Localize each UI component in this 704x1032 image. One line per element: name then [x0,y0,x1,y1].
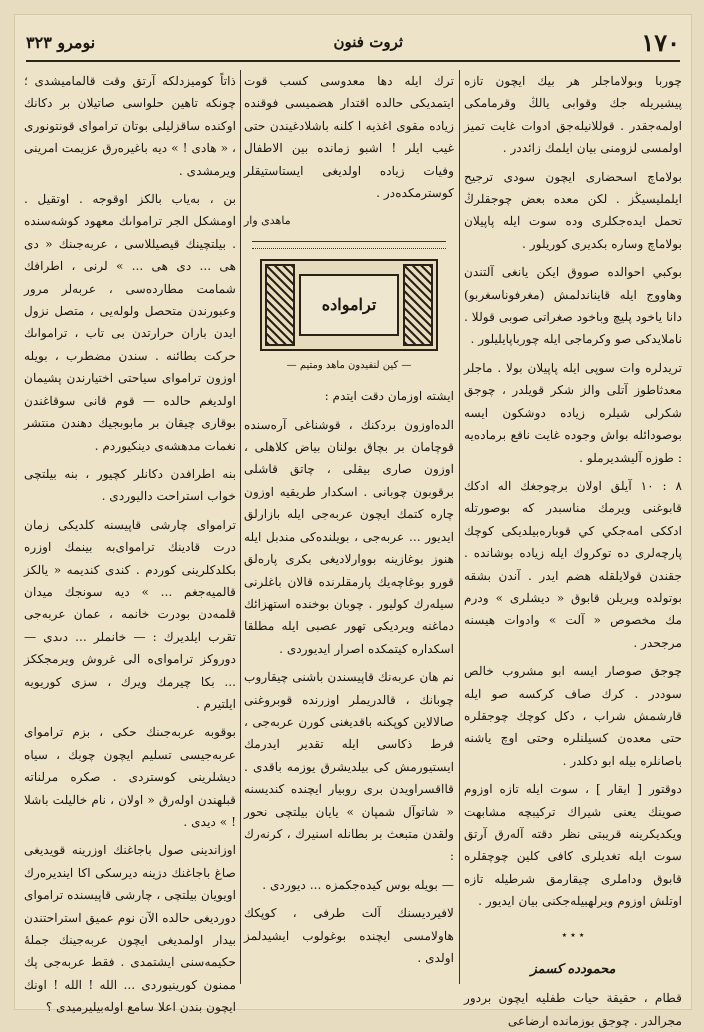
ornament-pillar-icon [403,264,433,346]
left-column [24,70,236,1015]
paragraph: لافيرديسنك آلت طرفى ، كوپكك هاولامسى ايچنده بوغولوب ايشيدلمز اولدى . [244,906,454,965]
middle-column [244,70,454,986]
column-divider-right [459,70,460,984]
paragraph: بن ، بەياب بالكز اوقوجه . اوتقيل . اومشكل الجر ترامواىك معهود كوشه‌سنده . بيلتچينك قيصيللاسى ، عربه‌جىنك « دى هى ... دى هى ... » لرنى ، اطرافك شمامت مطارده‌سى ، عربه‌لر مرور وعبورندن متحصل ولوله‌يى ، متصل نزول ايدن باران حرارتدن بى تاب ، ترامواىك حركت بطائنه . سندن مضطرب ، بويله اوزون ترامواى سياحتى اختيارندن پشيمان اولديغم حالده — قوم قانى سوقاغندن بوقارى چيقان بر مابوبجيك دهندن منتشر نغمات مدهشه‌ى دينكيوردم . [24,192,236,453]
paragraph: ٨ : ١٠ آيلق اولان برچوجغك اله ادكك قابوغنى ويرمك مناسبدر كه بوصورتله ادككى امه‌جكي كي قوباره‌بيلديكى كوچك پارچه‌لرى ده توكروك ايله زياده بوشانده . جقندن قولايلقله هضم ايدر . آندن بشقه بوتولده ويريلن قابوق « ديشلرى » ودرم مك مخصوص « آلت » وادوات هيسنه مرجحدر . [464,478,683,650]
page-header [26,28,680,56]
paragraph: بوقوبه عربه‌جىنك حكى ، بزم ترامواى عربه‌جيسى تسليم ايچون چوبك ، سياه ديشلرينى كوستردى . صكره مرلناته قبلهندن اولەرق « اولان ، نام خاليلت باشلا ! » ديدى . [24,725,236,829]
paragraph: بوكبي احوالده صووق ايكن يانغى آلتندن وهاووج ايله قايناندلمش (مغرفوناسغربو) دانا ياخود پليچ وباخود صغراتى صوبى قوللا . ناملايدكى صو وكرماجى ايله چورباپايليلور . [464,265,682,347]
paragraph: بولاماچ اسحضارى ايچون سودى ترجيح ايلمليسيڭز . لكن معده بعض چوجقلرڭ تحمل ايده‌جكلرى وده سوت ايله پاپيلان بولاماچ وساره بكديرى كوريلور . [464,169,682,251]
paragraph: تريدلره وات سوپى ايله پاپيلان بولا . ماجلر معدثاطوز آتلى والز شكر قويلدر ، چوجق شكرلى شيلره زياده دوشكون ايسه بوصودائله بواش وجوده غايت نافع برماده‌يه : طوزه آليشديرملو . [464,360,682,465]
paragraph: ترامواى چارشى قاپيسنه كلديكى زمان درت قادينك ترامواى‌به بينمك اوزره بكلدكلرينى كوردم . كندى كنديمه « يالكز قالميه‌جغم ... » ديه سونجك ميدان قلمه‌دن بودرت خانمه ، عمان عربه‌جى تقرب ايلديرك : — خانملر ... دىدى — دوروكز ترامواى‌ه الى غروش ويرمجككز ... بكا چيرمك ويرك ، سزى كوريويه ايلتيرم . [24,517,236,711]
paragraph: چوجق صوصار ايسه ابو مشروب خالص سوددر . كرك صاف كركسه صو ايله قارشمش شراب ، دكل كوچك چوجقلره حتى معده‌ن كسيلنلره وحتى اوچ ياشنه باصانلره بيله ابو دكلدر . [464,664,682,768]
paragraph: ترك ايله دها معدوسى كسب قوت ايتمديكى حالده اقتدار هضميسى فوقنده زياده مقوى اغذيه ا كلنه باشلادغيندن حتى غيب ايلر ! اشبو زمانده بين الاطفال وفيات زياده اولديغى ايستاستيقلر كوسترمكده‌در . [244,74,454,201]
paragraph: چوربا وبولاماجلر هر بيك ايچون تازه پيشيريله جك وقوابى يالڭ وقرمامكى اولمه‌جقدر . قوللانيله‌جق ادوات غايت تميز اولمسى لزومنى بيان ايلمك زائددر . [464,74,682,156]
banner-title: ترامواده [299,274,399,336]
paragraph: بنه اطرافدن دكانلر كچيور ، بنه بيلتچى خواب استراحت داليوردى . [24,466,236,504]
paragraph: دوقتور [ ايقار ] ، سوت ايله تازه اوزوم صوينك يعنى شيراك تركيبچه مشابهت ويكديكرينه قريبتى نظر دقته آلەرق آرتق سوت ايله تغديلرى كافى كلين چوچقلره قابوق وداملرى چيقارمق شرطيله تازه اوتلش اوزوم ويرلهبيله‌جكنى بيان ايديور . [464,782,682,909]
paragraph: اوزاندينى صول باجاغنك اوزرينه قويديغى صاغ باجاغنك دزينه ديرسكى اكا ايندیره‌رك اويويان بيلتچى ، چارشى قاپيسنده ترامواى دورديغى حالده الآن نوم عميق استراحتندن بيدار اولمديغى ايچون عربه‌جينك جملهٔ حكيمه‌سنى ايشتمدى . فقط عربه‌جى پك ممنون كورينيوردى ... الله ! الله ! اونك ايچون بندن اعلا سامع اوله‌بيليرميدى ؟ [24,843,236,1015]
author-signature: ماهدى وار [244,214,291,228]
right-column [464,70,683,1028]
ornamental-rule [252,241,446,249]
page-number: ١٧٠ [641,27,680,57]
section-title: محمودده كسمز [530,962,616,978]
section-stars: ٭ ٭ ٭ [561,929,585,941]
paragraph: قطام ، حقيقة حيات طفليه ايچون بردور مجرالدر . چوجق بوزمانده ارضاعى [464,991,682,1028]
paragraph: ايشته اوزمان دقت ايتدم : [324,389,454,404]
paragraph: — بويله بوس كيده‌جكمزه ... ديوردى . [262,877,454,892]
issue-number: نومرو ٣٢٣ [26,32,96,52]
header-rule [26,60,680,62]
banner-caption: — كين لنفيدون ماهد ومتيم — [286,359,412,371]
newspaper-page [14,14,692,1028]
ornament-pillar-icon [265,264,295,346]
journal-title: ثروت فنون [333,33,404,51]
section-banner [260,259,438,351]
paragraph: ذاتاً كوميزدلكه آرتق وقت قالماميشدى ؛ چونكه تاهين حلواسى صاتيلان بر دكانك اوكنده ساقزليلى بوتان ترامواى قونتونوری ، « هادى ! » ديه باغيره‌رق عزيمت امرينى ويرمشدى . [24,74,236,178]
paragraph: الده‌اوزون بردكنك ، قوشناغى آرەسنده قوچامان بر بچاق بولنان بياض كلاهلى ، اوزون صارى بيقلى ، چاتق قاشلى برقوبون چوبانى . اسكدار طريقيه اوزون چاره كتمك ايچون عربه‌جى ايله بازارلق ايديور ... عربه‌جى ، بويلنده‌كى مندبل ايله هنوز بوغازينه بووارلاديغى بكرى پاره‌لق قورو بوغاچەيك پارمقلرنده قالان باغلرنى سيله‌رك كوليور . چوبان بوخنده استهزائك دماغنه ويرديكى تهور عصبى ايله مطلقا اسكداره كيتمكده اصرار ايديوردى . [244,417,454,656]
column-divider-left [240,70,241,984]
paragraph: نم هان عربه‌نك قاپيسندن باشنى چيقاروب چوبانك ، قالدريملر اوزرنده قوبروغنى صالالاين كوپكنه باقديغنى كورن عربه‌جى ، فرط ذكاسى ايله تقدير ايدرمك ايستيورمش كى بيلديشرق يوزمه باقدى . قااقسراويدن برى روبيار ايچنده كنديسنه « شاتوآل شمپان » يايان بيلتچى نحور ولقدن متبعث بر بطانله اسنيرك ، كرنه‌رك : [244,670,454,864]
